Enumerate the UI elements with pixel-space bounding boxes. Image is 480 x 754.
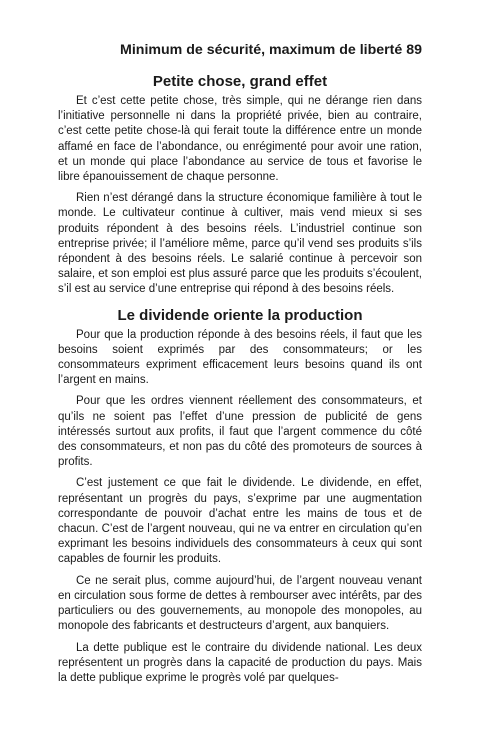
paragraph: C’est justement ce que fait le dividende. Le dividende, en effet, représentant un progrès du pays, s’exprime par une augmentation correspondante de pouvoir d’achat entre les mains de tous et de chacun. C’est de l’argent nouveau, qui ne va entrer en circulation qu’en exprimant les besoins individuels des consommateurs à ceux qui sont capables de fournir les produits. [58,477,422,566]
paragraph: Pour que les ordres viennent réellement des consommateurs, et qu’ils ne soient pas l’effet d’une pression de publicité de gens intéressés surtout aux profits, il faut que l’argent commence du côté des consommateurs, et non pas du côté des promoteurs de sources à profits. [58,395,422,469]
running-head: Minimum de sécurité, maximum de liberté 89 [120,42,422,58]
paragraph: La dette publique est le contraire du dividende national. Les deux représentent un progrès dans la capacité de production du pays. Mais la dette publique exprime le progrès volé par quelques- [58,641,422,684]
section-heading: Petite chose, grand effet [152,73,328,90]
book-page [58,40,422,692]
section-dividende [58,306,422,686]
paragraph: Rien n’est dérangé dans la structure économique familière à tout le monde. Le cultivateur continue à cultiver, mais vend mieux si ses produits répondent à des besoins réels. L’industriel continue son entreprise privée; il l’améliore même, parce qu’il vend ses produits s’ils répondent à des besoins réels. Le salarié continue à percevoir son salaire, et son emploi est plus assuré parce que les produits s’écoulent, s’il est au service d’une entreprise qui répond à des besoins réels. [58,192,422,296]
paragraph: Et c’est cette petite chose, très simple, qui ne dérange rien dans l’initiative personnelle ni dans la propriété privée, bien au contraire, c’est cette petite chose-là qui ferait toute la différence entre un monde affamé en face de l’abondance, ou enrégimenté pour avoir une ration, et un monde qui place l’abondance au service de tous et favorise le libre épanouissement de chaque personne. [58,95,422,184]
paragraph: Ce ne serait plus, comme aujourd’hui, de l’argent nouveau venant en circulation sous forme de dettes à rembourser avec intérêts, par des particuliers ou des gouvernements, au monopole des monopoles, au monopole des fabricants et destructeurs d’argent, aux banquiers. [58,574,422,633]
paragraph: Pour que la production réponde à des besoins réels, il faut que les besoins soient exprimés par des consommateurs; or les consommateurs expriment efficacement leurs besoins quand ils ont l’argent en mains. [58,328,422,387]
section-petite-chose [58,72,422,298]
section-heading: Le dividende oriente la production [117,306,363,324]
